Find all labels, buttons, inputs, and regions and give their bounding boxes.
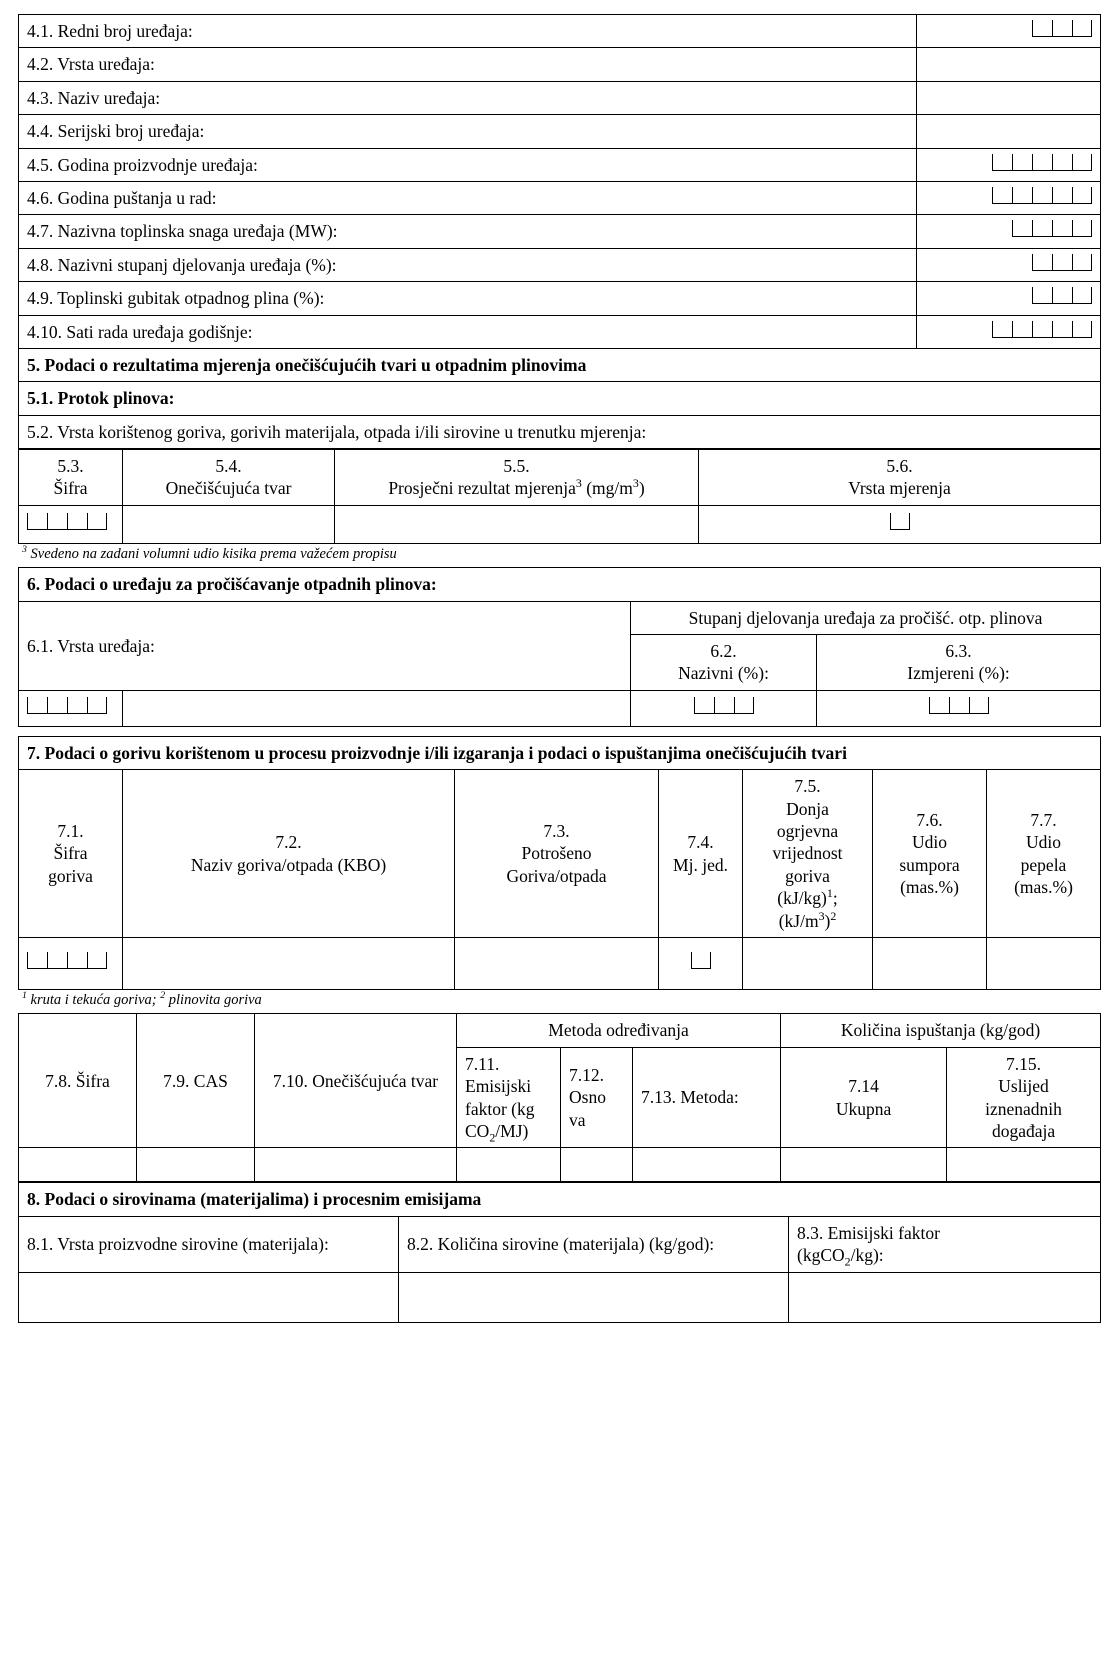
field-input-7-14[interactable] xyxy=(781,1148,947,1182)
field-input-7-9[interactable] xyxy=(137,1148,255,1182)
col-header-8-3: 8.3. Emisijski faktor (kgCO$_2$/kg): xyxy=(789,1216,1101,1272)
comb-boxes-1[interactable] xyxy=(890,513,910,530)
field-input-4-8[interactable] xyxy=(917,248,1101,281)
field-input-7-4[interactable] xyxy=(659,937,743,989)
field-label-4-9: 4.9. Toplinski gubitak otpadnog plina (%): xyxy=(19,282,917,315)
field-input-7-2[interactable] xyxy=(123,937,455,989)
col-header-7-10: 7.10. Onečišćujuća tvar xyxy=(255,1014,457,1148)
field-label-4-8: 4.8. Nazivni stupanj djelovanja uređaja (%): xyxy=(19,248,917,281)
table-header-row xyxy=(19,601,1101,634)
table-row xyxy=(19,505,1101,543)
table-row xyxy=(19,382,1101,415)
comb-boxes-4[interactable] xyxy=(27,513,107,530)
comb-boxes-3[interactable] xyxy=(1032,20,1092,37)
col-header-7-9: 7.9. CAS xyxy=(137,1014,255,1148)
field-input-7-15[interactable] xyxy=(947,1148,1101,1182)
field-input-4-7[interactable] xyxy=(917,215,1101,248)
spacer xyxy=(18,727,1100,736)
field-input-5-6[interactable] xyxy=(699,505,1101,543)
field-input-7-11[interactable] xyxy=(457,1148,561,1182)
section-5-measurements-table xyxy=(18,449,1101,544)
comb-boxes-4[interactable] xyxy=(1012,220,1092,237)
col-header-5-6: 5.6. Vrsta mjerenja xyxy=(699,450,1101,506)
table-row xyxy=(19,48,1101,81)
field-input-5-3[interactable] xyxy=(19,505,123,543)
field-input-4-5[interactable] xyxy=(917,148,1101,181)
col-header-7-3: 7.3. Potrošeno Goriva/otpada xyxy=(455,770,659,938)
field-input-4-4[interactable] xyxy=(917,115,1101,148)
comb-boxes-1[interactable] xyxy=(691,952,711,969)
field-input-7-13[interactable] xyxy=(633,1148,781,1182)
table-header-row xyxy=(19,450,1101,506)
field-label-4-6: 4.6. Godina puštanja u rad: xyxy=(19,181,917,214)
col-header-5-5: 5.5. Prosječni rezultat mjerenja$^3$ $(mg/m^3)$ xyxy=(335,450,699,506)
field-input-6-1-name[interactable] xyxy=(123,690,631,726)
col-header-5-4: 5.4. Onečišćujuća tvar xyxy=(123,450,335,506)
field-input-7-10[interactable] xyxy=(255,1148,457,1182)
col-header-7-7: 7.7. Udio pepela (mas.%) xyxy=(987,770,1101,938)
comb-boxes-5[interactable] xyxy=(992,154,1092,171)
group-header-metoda-odredjivanja: Metoda određivanja xyxy=(457,1014,781,1047)
field-label-4-10: 4.10. Sati rada uređaja godišnje: xyxy=(19,315,917,348)
field-label-4-4: 4.4. Serijski broj uređaja: xyxy=(19,115,917,148)
table-row xyxy=(19,1272,1101,1322)
section-8-title: 8. Podaci o sirovinama (materijalima) i procesnim emisijama xyxy=(19,1183,1101,1216)
field-input-7-12[interactable] xyxy=(561,1148,633,1182)
table-row xyxy=(19,181,1101,214)
table-row xyxy=(19,215,1101,248)
table-header-row xyxy=(19,1216,1101,1272)
table-header-row xyxy=(19,1014,1101,1047)
field-input-7-3[interactable] xyxy=(455,937,659,989)
table-row xyxy=(19,1148,1101,1182)
col-header-7-12: 7.12. Osno va xyxy=(561,1047,633,1148)
field-input-6-2[interactable] xyxy=(631,690,817,726)
field-input-4-9[interactable] xyxy=(917,282,1101,315)
col-header-7-6: 7.6. Udio sumpora (mas.%) xyxy=(873,770,987,938)
section-7-heading-row xyxy=(19,736,1101,769)
section-6-title: 6. Podaci o uređaju za pročišćavanje otpadnih plinova: xyxy=(19,568,1101,601)
field-input-6-1-code[interactable] xyxy=(19,690,123,726)
section-8-heading-row xyxy=(19,1183,1101,1216)
field-label-6-1: 6.1. Vrsta uređaja: xyxy=(19,601,631,690)
col-header-8-1: 8.1. Vrsta proizvodne sirovine (materijala): xyxy=(19,1216,399,1272)
table-row xyxy=(19,115,1101,148)
section-7-fuel-table xyxy=(18,736,1101,990)
section-4-rows xyxy=(19,15,1101,449)
field-input-8-3[interactable] xyxy=(789,1272,1101,1322)
group-header-kolicina-ispustanja: Količina ispuštanja (kg/god) xyxy=(781,1014,1101,1047)
section-7-emissions-table xyxy=(18,1013,1101,1182)
field-label-5-1: 5.1. Protok plinova: xyxy=(19,382,1101,415)
field-input-4-6[interactable] xyxy=(917,181,1101,214)
col-header-8-2: 8.2. Količina sirovine (materijala) (kg/god): xyxy=(399,1216,789,1272)
field-label-4-1: 4.1. Redni broj uređaja: xyxy=(19,15,917,48)
col-header-7-8: 7.8. Šifra xyxy=(19,1014,137,1148)
field-input-4-2[interactable] xyxy=(917,48,1101,81)
table-row xyxy=(19,690,1101,726)
field-label-5-2: 5.2. Vrsta korištenog goriva, gorivih materijala, otpada i/ili sirovine u trenutku mjerenja: xyxy=(19,415,1101,448)
table-row xyxy=(19,415,1101,448)
col-header-6-2: 6.2. Nazivni (%): xyxy=(631,635,817,691)
table-row xyxy=(19,81,1101,114)
comb-boxes-3[interactable] xyxy=(1032,254,1092,271)
col-header-7-13: 7.13. Metoda: xyxy=(633,1047,781,1148)
field-input-7-8[interactable] xyxy=(19,1148,137,1182)
field-label-4-5: 4.5. Godina proizvodnje uređaja: xyxy=(19,148,917,181)
section-8-table xyxy=(18,1182,1101,1322)
field-input-4-1[interactable] xyxy=(917,15,1101,48)
section-5-title: 5. Podaci o rezultatima mjerenja onečišćujućih tvari u otpadnim plinovima xyxy=(19,348,1101,381)
col-header-7-5: 7.5. Donja ogrjevna vrijednost goriva $(kJ/kg)^1$; $(kJ/m^3)^2$ xyxy=(743,770,873,938)
field-input-8-2[interactable] xyxy=(399,1272,789,1322)
section-5-heading-row xyxy=(19,348,1101,381)
field-input-8-1[interactable] xyxy=(19,1272,399,1322)
field-label-4-7: 4.7. Nazivna toplinska snaga uređaja (MW): xyxy=(19,215,917,248)
table-row xyxy=(19,315,1101,348)
comb-boxes-5[interactable] xyxy=(992,321,1092,338)
footnote-1-2: $^1$ kruta i tekuća goriva; $^2$ plinovita goriva xyxy=(22,990,262,1008)
col-header-7-1: 7.1. Šifra goriva xyxy=(19,770,123,938)
footnote-3: $^3$ Svedeno na zadani volumni udio kisika prema važećem propisu xyxy=(22,544,397,562)
field-label-4-2: 4.2. Vrsta uređaja: xyxy=(19,48,917,81)
comb-boxes-5[interactable] xyxy=(992,187,1092,204)
section-7-title: 7. Podaci o gorivu korištenom u procesu proizvodnje i/ili izgaranja i podaci o ispuštanjima onečišćujućih tvari xyxy=(19,736,1101,769)
field-input-7-7[interactable] xyxy=(987,937,1101,989)
section-4-table xyxy=(18,14,1101,449)
col-header-7-4: 7.4. Mj. jed. xyxy=(659,770,743,938)
comb-boxes-3[interactable] xyxy=(929,697,989,714)
comb-boxes-4[interactable] xyxy=(27,952,107,969)
field-input-4-10[interactable] xyxy=(917,315,1101,348)
field-input-5-5[interactable] xyxy=(335,505,699,543)
field-input-7-1[interactable] xyxy=(19,937,123,989)
col-header-7-15: 7.15. Uslijed iznenadnih događaja xyxy=(947,1047,1101,1148)
group-header-stupanj-djelovanja: Stupanj djelovanja uređaja za pročišć. otp. plinova xyxy=(631,601,1101,634)
field-label-4-3: 4.3. Naziv uređaja: xyxy=(19,81,917,114)
table-header-row xyxy=(19,770,1101,938)
col-header-5-3: 5.3. Šifra xyxy=(19,450,123,506)
col-header-7-2: 7.2. Naziv goriva/otpada (KBO) xyxy=(123,770,455,938)
col-header-6-3: 6.3. Izmjereni (%): xyxy=(817,635,1101,691)
col-header-7-14: 7.14 Ukupna xyxy=(781,1047,947,1148)
comb-boxes-4[interactable] xyxy=(27,697,107,714)
field-input-7-6[interactable] xyxy=(873,937,987,989)
table-row xyxy=(19,282,1101,315)
table-row xyxy=(19,248,1101,281)
field-input-4-3[interactable] xyxy=(917,81,1101,114)
field-input-6-3[interactable] xyxy=(817,690,1101,726)
field-input-7-5[interactable] xyxy=(743,937,873,989)
table-row xyxy=(19,148,1101,181)
field-input-5-4[interactable] xyxy=(123,505,335,543)
section-6-table xyxy=(18,567,1101,727)
col-header-7-11: 7.11. Emisijski faktor (kg $CO_2/MJ$) xyxy=(457,1047,561,1148)
table-row xyxy=(19,937,1101,989)
table-row xyxy=(19,15,1101,48)
section-6-heading-row xyxy=(19,568,1101,601)
comb-boxes-3[interactable] xyxy=(694,697,754,714)
comb-boxes-3[interactable] xyxy=(1032,287,1092,304)
